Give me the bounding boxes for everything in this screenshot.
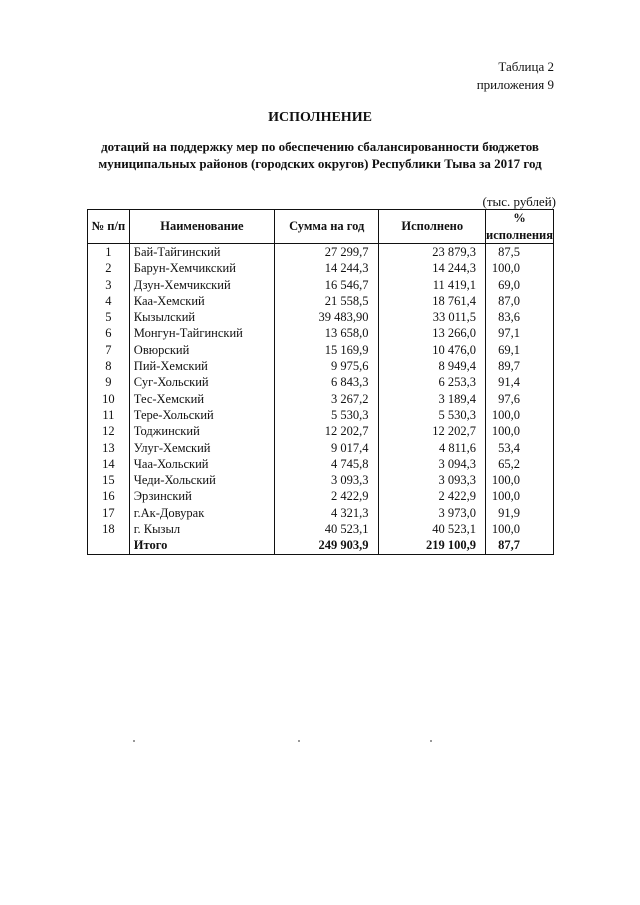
- cell-percent: 97,6: [486, 391, 554, 407]
- cell-name: Эрзинский: [129, 488, 274, 504]
- cell-executed: 4 811,6: [379, 440, 486, 456]
- total-num: [88, 537, 130, 554]
- cell-annual: 14 244,3: [275, 260, 379, 276]
- total-percent: 87,7: [486, 537, 554, 554]
- cell-executed: 12 202,7: [379, 423, 486, 439]
- cell-name: Каа-Хемский: [129, 293, 274, 309]
- cell-percent: 87,5: [486, 244, 554, 261]
- cell-name: Барун-Хемчикский: [129, 260, 274, 276]
- scan-speck: [430, 740, 432, 742]
- cell-num: 16: [88, 488, 130, 504]
- cell-annual: 9 975,6: [275, 358, 379, 374]
- column-header-executed: Исполнено: [379, 210, 486, 244]
- cell-executed: 18 761,4: [379, 293, 486, 309]
- execution-table: [87, 209, 554, 555]
- cell-num: 5: [88, 309, 130, 325]
- cell-num: 2: [88, 260, 130, 276]
- cell-name: Тоджинский: [129, 423, 274, 439]
- cell-num: 6: [88, 325, 130, 341]
- table-row: [88, 244, 554, 261]
- cell-executed: 13 266,0: [379, 325, 486, 341]
- cell-name: Бай-Тайгинский: [129, 244, 274, 261]
- cell-percent: 100,0: [486, 472, 554, 488]
- table-row: [88, 277, 554, 293]
- table-row: [88, 325, 554, 341]
- cell-annual: 9 017,4: [275, 440, 379, 456]
- cell-percent: 100,0: [486, 488, 554, 504]
- cell-num: 12: [88, 423, 130, 439]
- cell-annual: 40 523,1: [275, 521, 379, 537]
- percent-sign: %: [513, 211, 526, 226]
- cell-executed: 40 523,1: [379, 521, 486, 537]
- column-header-name: Наименование: [129, 210, 274, 244]
- cell-percent: 53,4: [486, 440, 554, 456]
- cell-percent: 91,9: [486, 505, 554, 521]
- units-note: (тыс. рублей): [482, 194, 556, 209]
- cell-annual: 16 546,7: [275, 277, 379, 293]
- cell-num: 15: [88, 472, 130, 488]
- scan-speck: [298, 740, 300, 742]
- cell-executed: 8 949,4: [379, 358, 486, 374]
- cell-executed: 3 973,0: [379, 505, 486, 521]
- cell-percent: 83,6: [486, 309, 554, 325]
- cell-name: Монгун-Тайгинский: [129, 325, 274, 341]
- cell-name: г.Ак-Довурак: [129, 505, 274, 521]
- cell-percent: 89,7: [486, 358, 554, 374]
- cell-num: 14: [88, 456, 130, 472]
- table-row: [88, 407, 554, 423]
- cell-percent: 100,0: [486, 521, 554, 537]
- table-row: [88, 423, 554, 439]
- cell-num: 17: [88, 505, 130, 521]
- total-annual: 249 903,9: [275, 537, 379, 554]
- table-row: [88, 358, 554, 374]
- cell-annual: 13 658,0: [275, 325, 379, 341]
- document-title: ИСПОЛНЕНИЕ: [268, 110, 372, 125]
- cell-percent: 65,2: [486, 456, 554, 472]
- cell-percent: 100,0: [486, 423, 554, 439]
- cell-annual: 39 483,90: [275, 309, 379, 325]
- table-reference: Таблица 2: [498, 59, 554, 74]
- cell-num: 8: [88, 358, 130, 374]
- column-header-percent: [486, 210, 554, 244]
- cell-name: Суг-Хольский: [129, 374, 274, 390]
- table-row: [88, 374, 554, 390]
- cell-annual: 3 267,2: [275, 391, 379, 407]
- cell-name: Чеди-Хольский: [129, 472, 274, 488]
- percent-label: исполнения: [486, 227, 553, 242]
- table-row: [88, 505, 554, 521]
- cell-percent: 100,0: [486, 407, 554, 423]
- cell-percent: 91,4: [486, 374, 554, 390]
- cell-annual: 3 093,3: [275, 472, 379, 488]
- cell-name: Улуг-Хемский: [129, 440, 274, 456]
- cell-num: 9: [88, 374, 130, 390]
- table-row: [88, 488, 554, 504]
- cell-annual: 12 202,7: [275, 423, 379, 439]
- cell-name: г. Кызыл: [129, 521, 274, 537]
- cell-name: Кызылский: [129, 309, 274, 325]
- scan-speck: [133, 740, 135, 742]
- cell-executed: 3 189,4: [379, 391, 486, 407]
- cell-percent: 87,0: [486, 293, 554, 309]
- cell-num: 4: [88, 293, 130, 309]
- cell-annual: 4 321,3: [275, 505, 379, 521]
- cell-percent: 69,0: [486, 277, 554, 293]
- cell-executed: 5 530,3: [379, 407, 486, 423]
- table-row: [88, 456, 554, 472]
- table-row: [88, 260, 554, 276]
- table-header-row: [88, 210, 554, 244]
- cell-annual: 5 530,3: [275, 407, 379, 423]
- cell-executed: 14 244,3: [379, 260, 486, 276]
- document-subtitle-line-1: дотаций на поддержку мер по обеспечению сбалансированности бюджетов: [101, 139, 539, 154]
- cell-num: 1: [88, 244, 130, 261]
- cell-executed: 10 476,0: [379, 342, 486, 358]
- table-body: [88, 244, 554, 555]
- cell-executed: 33 011,5: [379, 309, 486, 325]
- cell-annual: 21 558,5: [275, 293, 379, 309]
- cell-num: 10: [88, 391, 130, 407]
- table-row: [88, 293, 554, 309]
- total-row: [88, 537, 554, 554]
- cell-percent: 100,0: [486, 260, 554, 276]
- table-row: [88, 521, 554, 537]
- cell-executed: 23 879,3: [379, 244, 486, 261]
- table-row: [88, 440, 554, 456]
- cell-percent: 97,1: [486, 325, 554, 341]
- cell-executed: 3 093,3: [379, 472, 486, 488]
- cell-name: Тере-Хольский: [129, 407, 274, 423]
- cell-num: 18: [88, 521, 130, 537]
- total-label: Итого: [129, 537, 274, 554]
- cell-annual: 6 843,3: [275, 374, 379, 390]
- cell-executed: 3 094,3: [379, 456, 486, 472]
- table-row: [88, 472, 554, 488]
- table-row: [88, 309, 554, 325]
- cell-executed: 6 253,3: [379, 374, 486, 390]
- column-header-num: № п/п: [88, 210, 130, 244]
- cell-percent: 69,1: [486, 342, 554, 358]
- total-executed: 219 100,9: [379, 537, 486, 554]
- table-row: [88, 391, 554, 407]
- cell-num: 13: [88, 440, 130, 456]
- cell-name: Овюрский: [129, 342, 274, 358]
- cell-annual: 15 169,9: [275, 342, 379, 358]
- cell-name: Дзун-Хемчикский: [129, 277, 274, 293]
- cell-annual: 27 299,7: [275, 244, 379, 261]
- cell-name: Тес-Хемский: [129, 391, 274, 407]
- cell-num: 7: [88, 342, 130, 358]
- cell-name: Чаа-Хольский: [129, 456, 274, 472]
- cell-num: 11: [88, 407, 130, 423]
- appendix-reference: приложения 9: [476, 77, 554, 92]
- cell-annual: 4 745,8: [275, 456, 379, 472]
- document-subtitle-line-2: муниципальных районов (городских округов) Республики Тыва за 2017 год: [98, 156, 542, 171]
- cell-num: 3: [88, 277, 130, 293]
- column-header-annual: Сумма на год: [275, 210, 379, 244]
- cell-name: Пий-Хемский: [129, 358, 274, 374]
- cell-annual: 2 422,9: [275, 488, 379, 504]
- cell-executed: 11 419,1: [379, 277, 486, 293]
- table-row: [88, 342, 554, 358]
- cell-executed: 2 422,9: [379, 488, 486, 504]
